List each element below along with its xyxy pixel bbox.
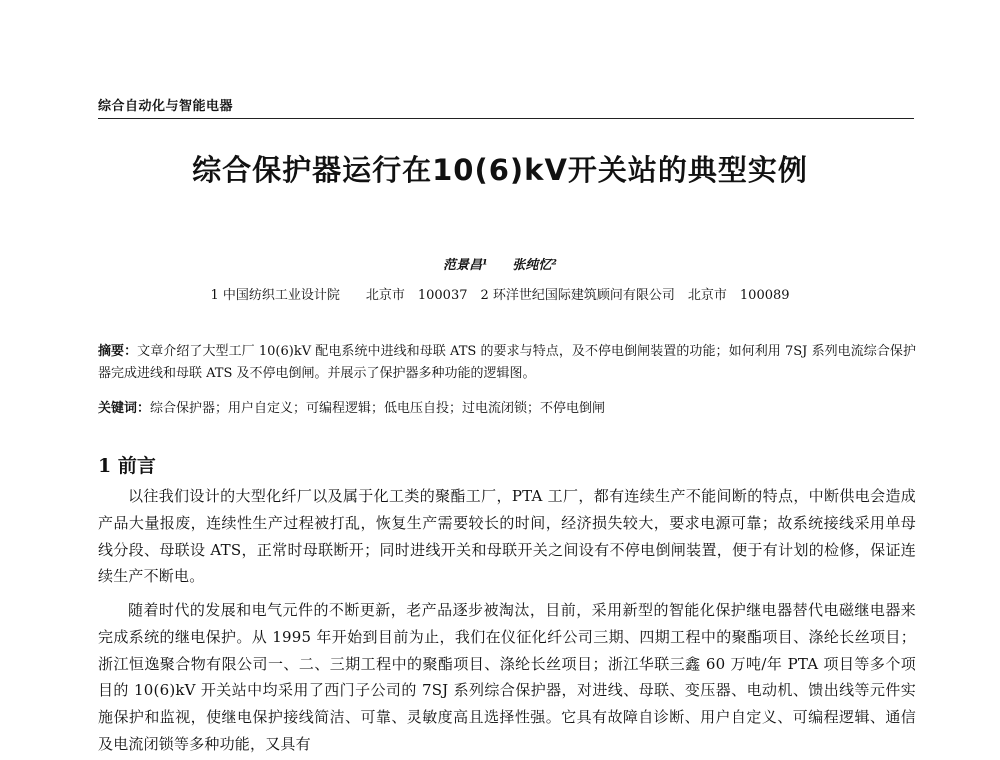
abstract-text: 文章介绍了大型工厂 10(6)kV 配电系统中进线和母联 ATS 的要求与特点，及不停电倒闸装置的功能；如何利用 7SJ 系列电流综合保护器完成进线和母联 ATS 及不停电倒闸。并展示了保护器多种功能的逻辑图。 xyxy=(98,344,916,381)
keywords xyxy=(98,398,916,420)
abstract-label: 摘要： xyxy=(98,344,138,359)
body-paragraph-1: 以往我们设计的大型化纤厂以及属于化工类的聚酯工厂，PTA 工厂，都有连续生产不能间断的特点，中断供电会造成产品大量报废，连续性生产过程被打乱，恢复生产需要较长的时间，经济损失较大，要求电源可靠；故系统接线采用单母线分段、母联设 ATS，正常时母联断开；同时进线开关和母联开关之间设有不停电倒闸装置，便于有计划的检修，保证连续生产不断电。 xyxy=(98,487,916,586)
author-1: 范景昌¹ xyxy=(443,258,488,273)
article-title: 综合保护器运行在10(6)kV开关站的典型实例 xyxy=(192,153,808,187)
keywords-label: 关键词： xyxy=(98,401,151,416)
author-list xyxy=(0,254,1000,273)
keywords-text: 综合保护器；用户自定义；可编程逻辑；低电压自投；过电流闭锁；不停电倒闸 xyxy=(150,401,606,416)
body-paragraph-2: 随着时代的发展和电气元件的不断更新，老产品逐步被淘汰，目前，采用新型的智能化保护继电器替代电磁继电器来完成系统的继电保护。从 1995 年开始到目前为止，我们在仪征化纤公司三期、四期工程中的聚酯项目、涤纶长丝项目；浙江恒逸聚合物有限公司一、二、三期工程中的聚酯项目、涤纶长丝项目；浙江华联三鑫 60 万吨/年 PTA 项目等多个项目的 10(6)kV 开关站中均采用了西门子公司的 7SJ 系列综合保护器，对进线、母联、变压器、电动机、馈出线等元件实施保护和监视，使继电保护接线简洁、可靠、灵敏度高且选择性强。它具有故障自诊断、用户自定义、可编程逻辑、通信及电流闭锁等多种功能，又具有 xyxy=(98,601,916,753)
running-header: 综合自动化与智能电器 xyxy=(98,99,234,114)
header-rule xyxy=(98,118,914,119)
section-heading: 1 前言 xyxy=(98,455,156,477)
author-2: 张纯忆² xyxy=(512,258,557,273)
author-affiliations: 1 中国纺织工业设计院 北京市 100037 2 环洋世纪国际建筑顾问有限公司 北京市 100089 xyxy=(210,288,790,303)
abstract xyxy=(98,341,916,385)
